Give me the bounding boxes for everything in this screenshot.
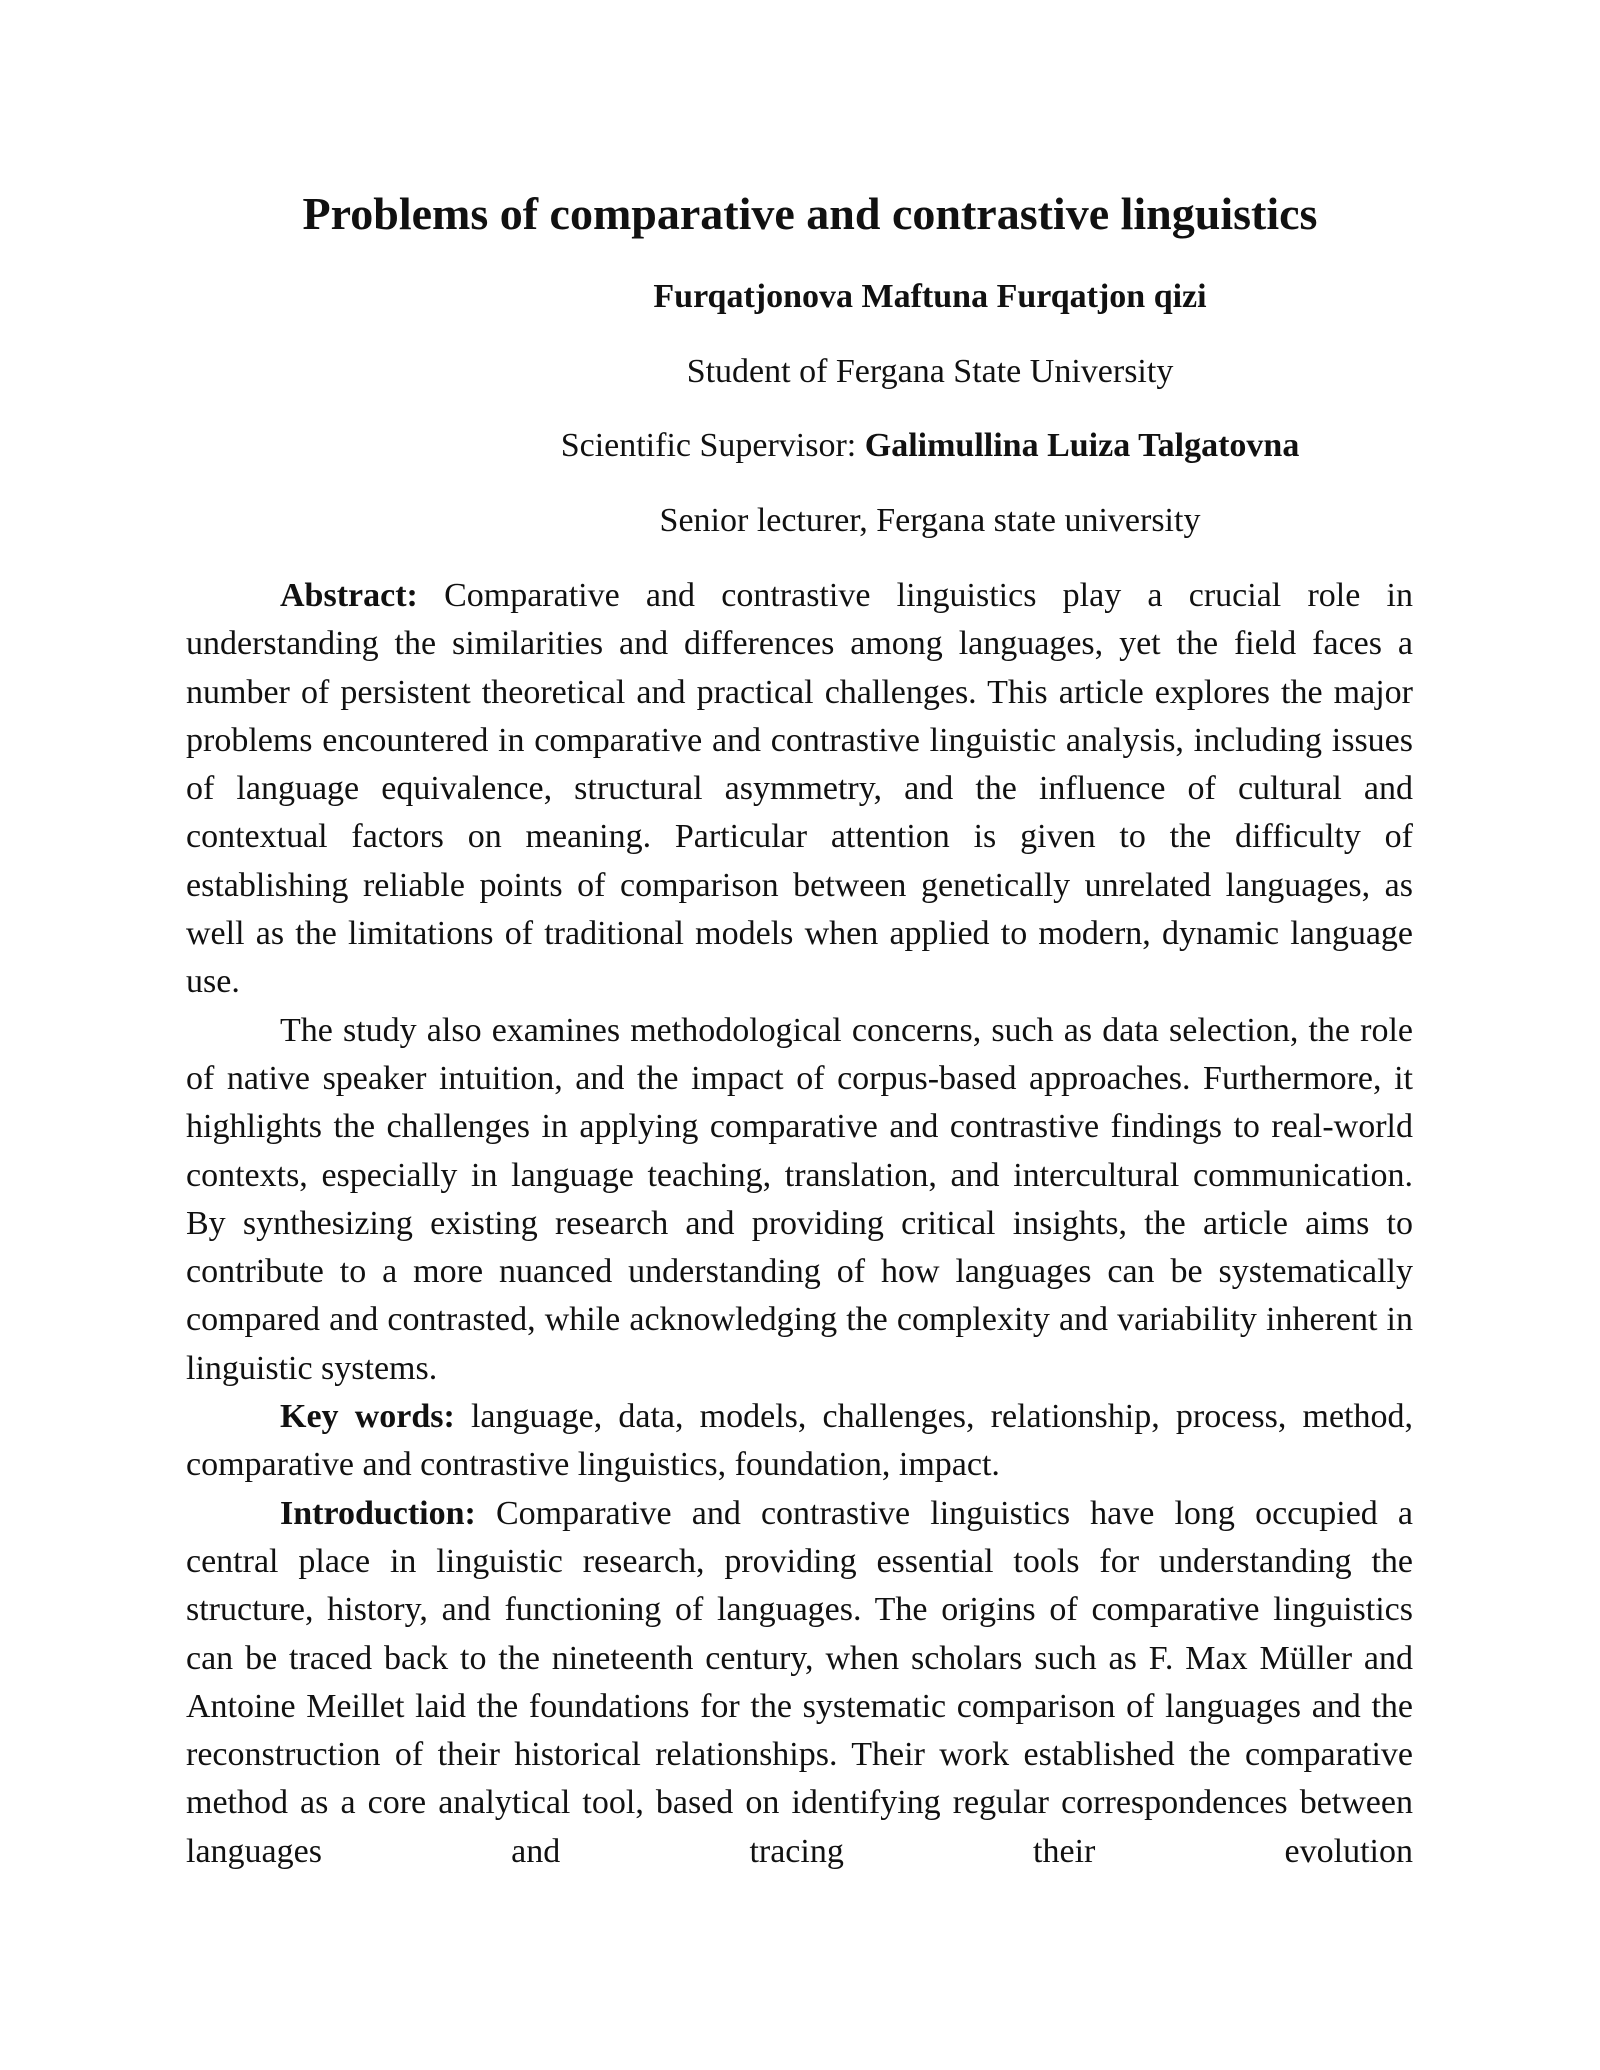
keywords-text: language, data, models, challenges, relationship, process, method, comparative and contrastive linguistics, foundation, impact.: [186, 1398, 1413, 1484]
introduction-paragraph: [186, 1490, 1413, 1876]
abstract-paragraph: [186, 572, 1413, 1007]
supervisor-label: Scientific Supervisor:: [560, 427, 857, 464]
supervisor-position: Senior lecturer, Fergana state university: [659, 502, 1201, 539]
keywords-paragraph: [186, 1393, 1413, 1490]
keywords-label: Key words:: [280, 1398, 455, 1436]
author-name: Furqatjonova Maftuna Furqatjon qizi: [653, 278, 1207, 315]
introduction-text: Comparative and contrastive linguistics have long occupied a central place in linguistic research, providing essential tools for understanding the structure, history, and functioning of languages. The origins of comparative linguistics can be traced back to the nineteenth century, when scholars such as F. Max Müller and Antoine Meillet laid the foundations for the systematic comparison of languages and the reconstruction of their historical relationships. Their work established the comparative method as a core analytical tool, based on identifying regular correspondences between languages and tracing their evolution: [186, 1494, 1414, 1870]
supervisor-name: Galimullina Luiza Talgatovna: [864, 427, 1300, 464]
abstract-paragraph-2: The study also examines methodological concerns, such as data selection, the role of native speaker intuition, and the impact of corpus-based approaches. Furthermore, it highlights the challenges in applying comparative and contrastive findings to real-world contexts, especially in language teaching, translation, and intercultural communication. By synthesizing existing research and providing critical insights, the article aims to contribute to a more nuanced understanding of how languages can be systematically compared and contrasted, while acknowledging the complexity and variability inherent in linguistic systems.: [186, 1011, 1413, 1387]
abstract-text: Comparative and contrastive linguistics play a crucial role in understanding the similarities and differences among languages, yet the field faces a number of persistent theoretical and practical challenges. This article explores the major problems encountered in comparative and contrastive linguistic analysis, including issues of language equivalence, structural asymmetry, and the influence of cultural and contextual factors on meaning. Particular attention is given to the difficulty of establishing reliable points of comparison between genetically unrelated languages, as well as the limitations of traditional models when applied to modern, dynamic language use.: [186, 577, 1413, 1001]
author-affiliation: Student of Fergana State University: [686, 353, 1174, 390]
supervisor-line: [186, 424, 1434, 468]
article-body: [186, 572, 1413, 1876]
introduction-label: Introduction:: [280, 1494, 476, 1532]
abstract-label: Abstract:: [280, 577, 418, 614]
article-title: Problems of comparative and contrastive linguistics: [302, 188, 1318, 239]
